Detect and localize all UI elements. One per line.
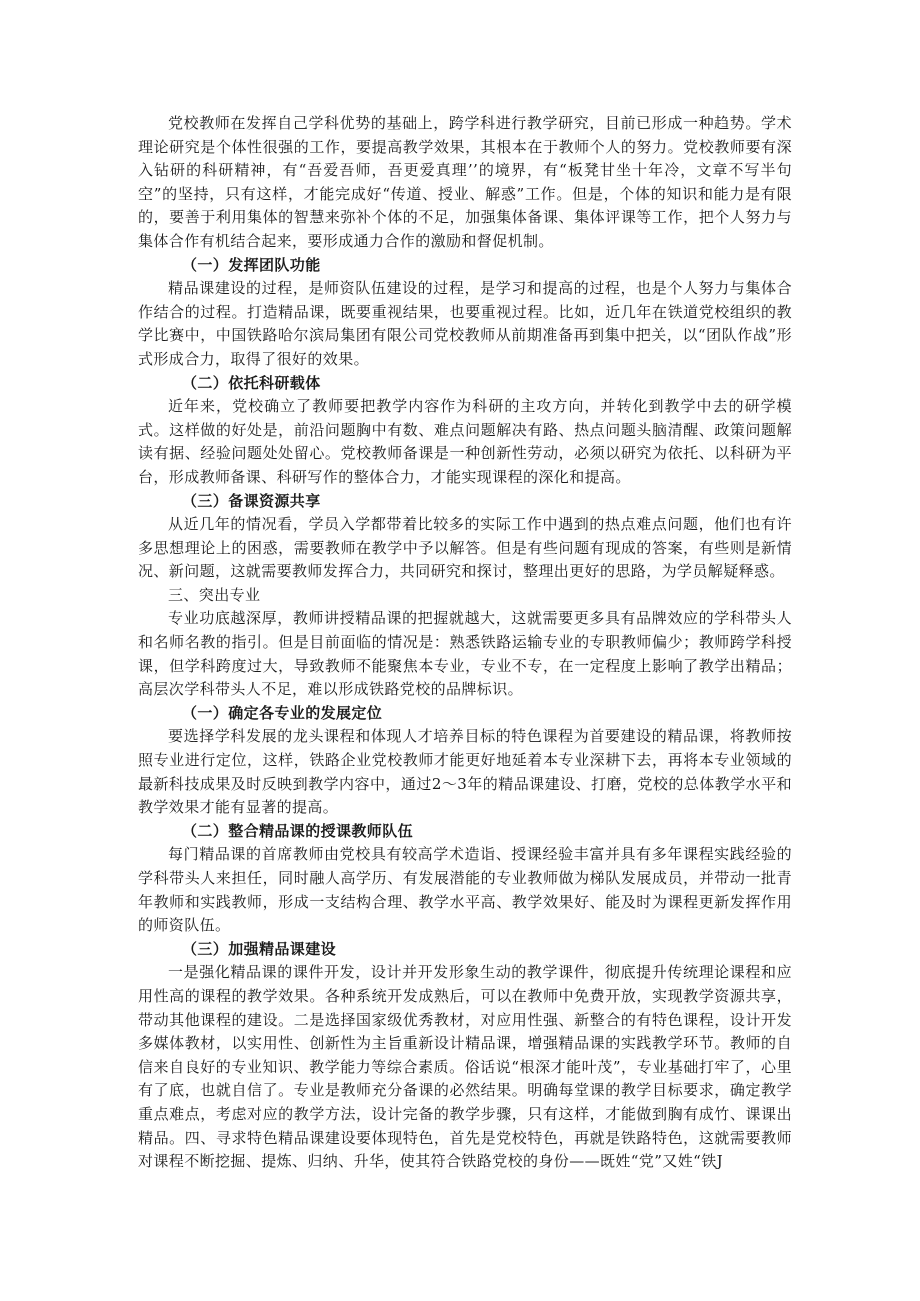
heading-resource-sharing: （三）备课资源共享 bbox=[182, 491, 321, 510]
heading-research-carrier: （二）依托科研载体 bbox=[182, 373, 321, 392]
paragraph-course-building: 一是强化精品课的课件开发，设计并开发形象生动的教学课件，彻底提升传统理论课程和应用性高的课程的教学效果。各种系统开发成熟后，可以在教师中免费开放，实现教学资源共享，带动其他课程的建设。二是选择国家级优秀教材，对应用性强、新整合的有特色课程，设计开发多媒体教材，以实用性、创新性为主旨重新设计精品课，增强精品课的实践教学环节。教师的自信来自良好的专业知识、教学能力等综合素质。俗话说“根深才能叶茂”，专业基础打牢了，心里有了底，也就自信了。专业是教师充分备课的必然结果。明确每堂课的教学目标要求，确定教学重点难点，考虑对应的教学方法，设计完备的教学步骤，只有这样，才能做到胸有成竹、课课出精品。四、寻求特色精品课建设要体现特色，首先是党校特色，再就是铁路特色，这就需要教师对课程不断挖掘、提炼、归纳、升华，使其符合铁路党校的身份——既姓“党”又姓“铁J bbox=[138, 963, 792, 1171]
paragraph-resource-sharing: 从近几年的情况看，学员入学都带着比较多的实际工作中遇到的热点难点问题，他们也有许多思想理论上的困惑，需要教师在教学中予以解答。但是有些问题有现成的答案，有些则是新情况、新问题，这就需要教师发挥合力，共同研究和探讨，整理出更好的思路，为学员解疑释惑。 bbox=[138, 515, 792, 581]
document-page bbox=[138, 112, 792, 1174]
paragraph-intro: 党校教师在发挥自己学科优势的基础上，跨学科进行教学研究，目前已形成一种趋势。学术理论研究是个体性很强的工作，要提高教学效果，其根本在于教师个人的努力。党校教师要有深入钻研的科研精神，有“吾爱吾师，吾更爱真理’’的境界，有“板凳甘坐十年冷，文章不写半句空”的坚持，只有这样，才能完成好“传道、授业、解惑”工作。但是，个体的知识和能力是有限的，要善于利用集体的智慧来弥补个体的不足，加强集体备课、集体评课等工作，把个人努力与集体合作有机结合起来，要形成通力合作的激励和督促机制。 bbox=[138, 114, 792, 250]
heading-development-positioning: （一）确定各专业的发展定位 bbox=[182, 703, 383, 722]
heading-course-building: （三）加强精品课建设 bbox=[182, 939, 337, 958]
paragraph-specialty: 专业功底越深厚，教师讲授精品课的把握就越大，这就需要更多具有品牌效应的学科带头人和名师名教的指引。但是目前面临的情况是：熟悉铁路运输专业的专职教师偏少；教师跨学科授课，但学科跨度过大，导致教师不能聚焦本专业，专业不专，在一定程度上影响了教学出精品；高层次学科带头人不足，难以形成铁路党校的品牌标识。 bbox=[138, 609, 792, 699]
paragraph-research-carrier: 近年来，党校确立了教师要把教学内容作为科研的主攻方向，并转化到教学中去的研学模式。这样做的好处是，前沿问题胸中有数、难点问题解决有路、热点问题头脑清醒、政策问题解读有据、经验问题处处留心。党校教师备课是一种创新性劳动，必须以研究为依托、以科研为平台，形成教师备课、科研写作的整体合力，才能实现课程的深化和提高。 bbox=[138, 397, 792, 486]
heading-team-function: （一）发挥团队功能 bbox=[182, 255, 321, 274]
paragraph-team-function: 精品课建设的过程，是师资队伍建设的过程，是学习和提高的过程，也是个人努力与集体合作结合的过程。打造精品课，既要重视结果，也要重视过程。比如，近几年在铁道党校组织的教学比赛中，中国铁路哈尔滨局集团有限公司党校教师从前期准备再到集中把关，以“团队作战”形式形成合力，取得了很好的效果。 bbox=[138, 279, 792, 368]
section-title-specialty: 三、突出专业 bbox=[168, 585, 261, 604]
paragraph-teacher-team: 每门精品课的首席教师由党校具有较高学术造诣、授课经验丰富并具有多年课程实践经验的学科带头人来担任，同时融人高学历、有发展潜能的专业教师做为梯队发展成员，并带动一批青年教师和实践教师，形成一支结构合理、教学水平高、教学效果好、能及时为课程更新发挥作用的师资队伍。 bbox=[138, 845, 792, 935]
paragraph-development-positioning: 要选择学科发展的龙头课程和体现人才培养目标的特色课程为首要建设的精品课，将教师按照专业进行定位，这样，铁路企业党校教师才能更好地延着本专业深耕下去，再将本专业领域的最新科技成果及时反映到教学内容中，通过2～3年的精品课建设、打磨，党校的总体教学水平和教学效果才能有显著的提高。 bbox=[138, 727, 792, 817]
heading-teacher-team: （二）整合精品课的授课教师队伍 bbox=[182, 821, 414, 840]
